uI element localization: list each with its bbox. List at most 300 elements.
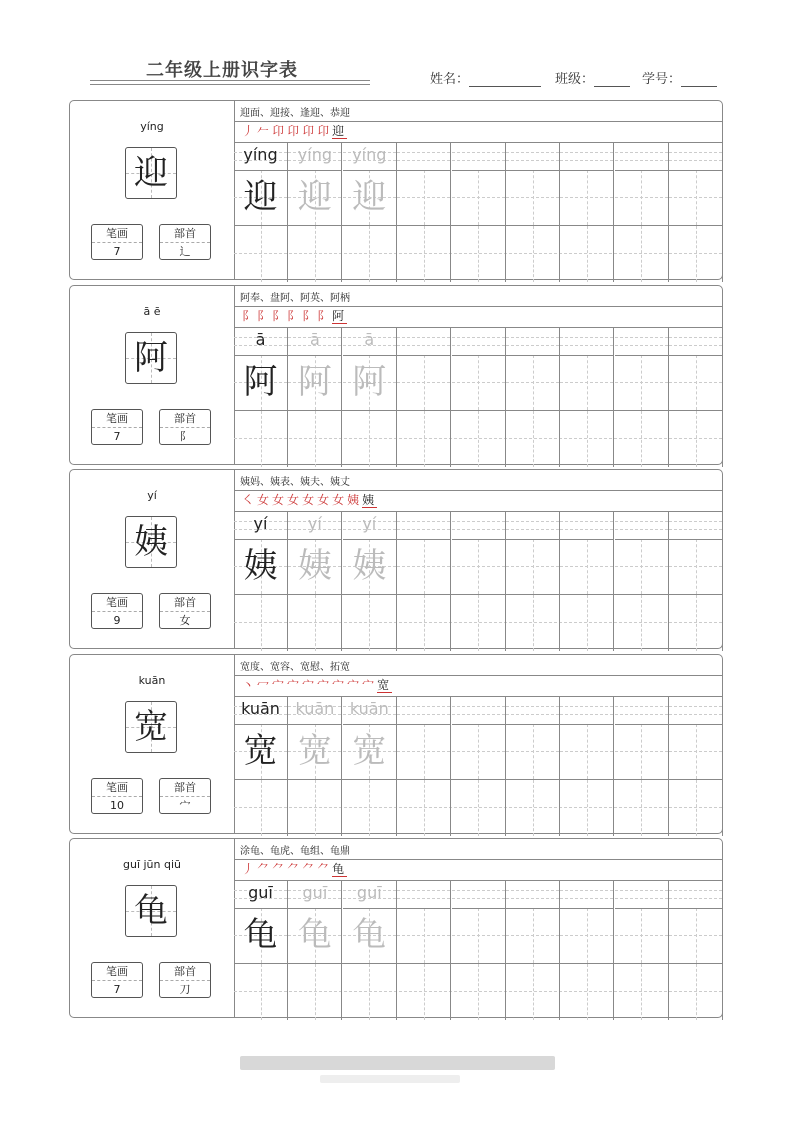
stroke-step: 迎 xyxy=(332,124,348,138)
guide-line xyxy=(533,539,534,594)
character: 迎 xyxy=(134,153,168,193)
guide-line xyxy=(696,780,697,836)
writing-cell[interactable] xyxy=(506,511,560,594)
pinyin-cell-empty[interactable] xyxy=(560,142,613,171)
guide-line xyxy=(424,780,425,836)
guide-line xyxy=(261,780,262,836)
character-card xyxy=(69,469,723,649)
writing-cell[interactable] xyxy=(615,411,669,467)
stroke-order xyxy=(242,860,347,880)
writing-cell[interactable] xyxy=(234,595,288,651)
guide-line xyxy=(587,964,588,1020)
writing-cell[interactable] xyxy=(234,696,288,779)
writing-cell[interactable] xyxy=(397,411,451,467)
pinyin-cell: yíng xyxy=(343,142,396,171)
guide-line xyxy=(587,170,588,225)
stroke-step: 女 xyxy=(257,493,273,507)
writing-cell[interactable] xyxy=(288,411,342,467)
word-examples: 阿奉、盘阿、阿英、阿柄 xyxy=(240,293,350,304)
guide-line xyxy=(641,355,642,410)
guide-line xyxy=(315,411,316,467)
radical-value: 女 xyxy=(179,614,191,627)
writing-cell[interactable] xyxy=(288,142,342,225)
hanzi-cell: 宽 xyxy=(352,731,387,771)
guide-line xyxy=(696,724,697,779)
guide-line xyxy=(696,908,697,963)
radical-value: 阝 xyxy=(179,430,191,443)
stroke-step: ⺈ xyxy=(257,862,273,876)
guide-line xyxy=(641,964,642,1020)
pinyin-cell: guī xyxy=(234,880,287,909)
stroke-step: 阝 xyxy=(302,309,318,323)
stroke-step: 𠂉 xyxy=(257,124,273,138)
writing-cell[interactable] xyxy=(343,780,397,836)
writing-cell[interactable] xyxy=(669,964,723,1020)
writing-cell[interactable] xyxy=(343,511,397,594)
pinyin-cell-empty[interactable] xyxy=(615,327,668,356)
pinyin-cell: yí xyxy=(343,511,396,540)
pinyin-cell-empty[interactable] xyxy=(669,142,722,171)
pinyin-cell-empty[interactable] xyxy=(560,511,613,540)
writing-cell[interactable] xyxy=(615,595,669,651)
pinyin-cell-empty[interactable] xyxy=(560,696,613,725)
guide-line xyxy=(424,964,425,1020)
extra-practice-row xyxy=(234,225,722,282)
character-card xyxy=(69,285,723,465)
pinyin-cell: yíng xyxy=(288,142,341,171)
hanzi-cell: 阿 xyxy=(297,362,332,402)
writing-cell[interactable] xyxy=(343,595,397,651)
writing-cell[interactable] xyxy=(615,780,669,836)
hanzi-cell: 宽 xyxy=(243,731,278,771)
hanzi-cell: 龟 xyxy=(297,915,332,955)
guide-line xyxy=(369,226,370,282)
writing-cell[interactable] xyxy=(669,226,723,282)
stroke-step: ㇛ xyxy=(242,493,258,507)
writing-cell[interactable] xyxy=(560,142,614,225)
practice-grid xyxy=(234,142,722,281)
stroke-step: ⻖ xyxy=(242,309,258,323)
pinyin-cell-empty[interactable] xyxy=(669,327,722,356)
pinyin-cell-empty[interactable] xyxy=(397,327,450,356)
card-info-panel xyxy=(70,286,235,464)
guide-line xyxy=(369,964,370,1020)
writing-cell[interactable] xyxy=(397,696,451,779)
practice-panel xyxy=(234,470,722,648)
page-title: 二年级上册识字表 xyxy=(146,60,298,81)
guide-line xyxy=(424,170,425,225)
guide-line xyxy=(424,595,425,651)
writing-cell[interactable] xyxy=(506,142,560,225)
writing-cell[interactable] xyxy=(669,880,723,963)
pinyin-cell-empty[interactable] xyxy=(452,880,505,909)
name-blank[interactable] xyxy=(469,72,541,87)
number-blank[interactable] xyxy=(681,72,717,87)
guide-line xyxy=(533,724,534,779)
extra-practice-row xyxy=(234,410,722,467)
writing-cell[interactable] xyxy=(452,511,506,594)
writing-cell[interactable] xyxy=(397,226,451,282)
stroke-step: 女 xyxy=(272,493,288,507)
guide-line xyxy=(533,908,534,963)
guide-line xyxy=(424,226,425,282)
pinyin-cell: ā xyxy=(234,327,287,356)
writing-cell[interactable] xyxy=(506,696,560,779)
stroke-step: 姨 xyxy=(347,493,363,507)
writing-cell[interactable] xyxy=(560,696,614,779)
stroke-step: 卬 xyxy=(317,124,333,138)
word-examples: 涂龟、龟虎、龟组、龟鼎 xyxy=(240,846,350,857)
writing-cell[interactable] xyxy=(506,327,560,410)
writing-cell[interactable] xyxy=(669,142,723,225)
stroke-count-value: 7 xyxy=(113,430,121,443)
stroke-step: 阝 xyxy=(272,309,288,323)
class-field[interactable] xyxy=(555,68,630,87)
stroke-count-value: 7 xyxy=(113,245,121,258)
writing-cell[interactable] xyxy=(615,880,669,963)
guide-line xyxy=(424,724,425,779)
guide-line xyxy=(424,908,425,963)
writing-cell[interactable] xyxy=(343,327,397,410)
card-info-panel xyxy=(70,839,235,1017)
writing-cell[interactable] xyxy=(615,696,669,779)
writing-cell[interactable] xyxy=(560,780,614,836)
writing-cell[interactable] xyxy=(452,595,506,651)
guide-line xyxy=(696,539,697,594)
pinyin-cell: kuān xyxy=(343,696,396,725)
guide-line xyxy=(641,908,642,963)
writing-cell[interactable] xyxy=(234,142,288,225)
title-underline-2 xyxy=(90,84,370,85)
pinyin-cell: yí xyxy=(234,511,287,540)
character: 阿 xyxy=(134,338,168,378)
character-card xyxy=(69,100,723,280)
footer-watermark xyxy=(240,1056,555,1070)
stroke-step: 卬 xyxy=(287,124,303,138)
pinyin-cell-empty[interactable] xyxy=(560,880,613,909)
stroke-step: ⺈ xyxy=(302,862,318,876)
writing-cell[interactable] xyxy=(615,327,669,410)
guide-line xyxy=(533,780,534,836)
guide-line xyxy=(478,595,479,651)
radical-box xyxy=(159,962,211,998)
guide-line xyxy=(641,780,642,836)
hanzi-cell: 姨 xyxy=(352,546,387,586)
stroke-count-box xyxy=(91,593,143,629)
writing-cell[interactable] xyxy=(560,595,614,651)
character-box xyxy=(125,332,177,384)
hanzi-cell: 龟 xyxy=(352,915,387,955)
radical-label: 部首 xyxy=(160,594,210,612)
hanzi-cell: 迎 xyxy=(243,177,278,217)
word-examples: 姨妈、姨表、姨夫、姨丈 xyxy=(240,477,350,488)
writing-cell[interactable] xyxy=(560,511,614,594)
character-box xyxy=(125,147,177,199)
writing-cell[interactable] xyxy=(343,696,397,779)
writing-cell[interactable] xyxy=(234,226,288,282)
writing-cell[interactable] xyxy=(506,226,560,282)
pinyin-cell-empty[interactable] xyxy=(506,327,559,356)
stroke-step: 女 xyxy=(317,493,333,507)
radical-value: 辶 xyxy=(179,245,191,258)
guide-line xyxy=(478,780,479,836)
writing-cell[interactable] xyxy=(288,511,342,594)
guide-line xyxy=(533,226,534,282)
hanzi-cell: 迎 xyxy=(352,177,387,217)
guide-line xyxy=(641,595,642,651)
stroke-order xyxy=(242,122,347,142)
writing-cell[interactable] xyxy=(669,327,723,410)
radical-value: 刀 xyxy=(179,983,191,996)
writing-cell[interactable] xyxy=(397,880,451,963)
guide-line xyxy=(424,539,425,594)
pinyin-cell-empty[interactable] xyxy=(506,696,559,725)
writing-cell[interactable] xyxy=(615,226,669,282)
practice-panel xyxy=(234,839,722,1017)
writing-cell[interactable] xyxy=(506,411,560,467)
pinyin-cell-empty[interactable] xyxy=(615,511,668,540)
guide-line xyxy=(261,226,262,282)
writing-cell[interactable] xyxy=(452,327,506,410)
writing-cell[interactable] xyxy=(397,964,451,1020)
pinyin-cell-empty[interactable] xyxy=(452,696,505,725)
pinyin-cell-empty[interactable] xyxy=(615,142,668,171)
guide-line xyxy=(696,964,697,1020)
writing-cell[interactable] xyxy=(397,327,451,410)
writing-cell[interactable] xyxy=(452,880,506,963)
writing-cell[interactable] xyxy=(669,411,723,467)
writing-cell[interactable] xyxy=(452,696,506,779)
guide-line xyxy=(533,170,534,225)
stroke-count-label: 笔画 xyxy=(92,410,142,428)
guide-line xyxy=(315,595,316,651)
writing-cell[interactable] xyxy=(343,142,397,225)
writing-cell[interactable] xyxy=(560,226,614,282)
stroke-count-value: 7 xyxy=(113,983,121,996)
guide-line xyxy=(261,595,262,651)
card-info-panel xyxy=(70,470,235,648)
writing-cell[interactable] xyxy=(615,142,669,225)
pinyin-cell: ā xyxy=(343,327,396,356)
writing-cell[interactable] xyxy=(397,142,451,225)
class-label: 班级： xyxy=(555,72,595,87)
stroke-step: 丿 xyxy=(242,124,258,138)
writing-cell[interactable] xyxy=(452,411,506,467)
pinyin-cell-empty[interactable] xyxy=(452,511,505,540)
guide-line xyxy=(696,411,697,467)
guide-line xyxy=(478,355,479,410)
stroke-count-label: 笔画 xyxy=(92,779,142,797)
guide-line xyxy=(261,964,262,1020)
writing-cell[interactable] xyxy=(288,226,342,282)
hanzi-cell: 阿 xyxy=(352,362,387,402)
pinyin-cell-empty[interactable] xyxy=(615,696,668,725)
writing-cell[interactable] xyxy=(397,595,451,651)
writing-cell[interactable] xyxy=(452,780,506,836)
pinyin-label: yíng xyxy=(140,120,164,133)
stroke-step: 阝 xyxy=(257,309,273,323)
writing-cell[interactable] xyxy=(560,964,614,1020)
pinyin-cell: guī xyxy=(288,880,341,909)
writing-cell[interactable] xyxy=(234,411,288,467)
word-examples: 迎面、迎接、逢迎、恭迎 xyxy=(240,108,350,119)
character-box xyxy=(125,885,177,937)
guide-line xyxy=(315,226,316,282)
pinyin-cell: yíng xyxy=(234,142,287,171)
radical-label: 部首 xyxy=(160,779,210,797)
title-underline xyxy=(90,80,370,81)
stroke-step: 卬 xyxy=(272,124,288,138)
writing-cell[interactable] xyxy=(452,964,506,1020)
pinyin-cell-empty[interactable] xyxy=(669,880,722,909)
writing-cell[interactable] xyxy=(669,595,723,651)
writing-cell[interactable] xyxy=(288,964,342,1020)
writing-cell[interactable] xyxy=(234,511,288,594)
guide-line xyxy=(641,724,642,779)
practice-grid xyxy=(234,696,722,835)
hanzi-cell: 迎 xyxy=(297,177,332,217)
guide-line xyxy=(478,724,479,779)
guide-line xyxy=(533,355,534,410)
pinyin-cell: ā xyxy=(288,327,341,356)
guide-line xyxy=(587,595,588,651)
guide-line xyxy=(587,780,588,836)
guide-line xyxy=(261,411,262,467)
writing-cell[interactable] xyxy=(452,142,506,225)
pinyin-cell-empty[interactable] xyxy=(397,142,450,171)
writing-cell[interactable] xyxy=(506,964,560,1020)
pinyin-label: guī jūn qiū xyxy=(122,858,181,871)
stroke-step: 宀 xyxy=(272,678,288,692)
pinyin-label: yí xyxy=(147,489,157,502)
writing-cell[interactable] xyxy=(560,411,614,467)
writing-cell[interactable] xyxy=(506,595,560,651)
writing-cell[interactable] xyxy=(397,780,451,836)
writing-cell[interactable] xyxy=(343,411,397,467)
word-examples: 宽度、宽容、宽慰、拓宽 xyxy=(240,662,350,673)
extra-practice-row xyxy=(234,779,722,836)
writing-cell[interactable] xyxy=(288,696,342,779)
guide-line xyxy=(478,964,479,1020)
guide-line xyxy=(369,780,370,836)
guide-line xyxy=(424,355,425,410)
hanzi-cell: 姨 xyxy=(297,546,332,586)
practice-grid xyxy=(234,511,722,650)
guide-line xyxy=(369,411,370,467)
writing-cell[interactable] xyxy=(669,780,723,836)
pinyin-cell-empty[interactable] xyxy=(560,327,613,356)
pinyin-cell: guī xyxy=(343,880,396,909)
writing-cell[interactable] xyxy=(343,226,397,282)
stroke-step: 阝 xyxy=(317,309,333,323)
pinyin-cell-empty[interactable] xyxy=(397,880,450,909)
character-box xyxy=(125,701,177,753)
stroke-step: 丿 xyxy=(242,862,258,876)
pinyin-cell-empty[interactable] xyxy=(397,696,450,725)
guide-line xyxy=(533,595,534,651)
guide-line xyxy=(587,411,588,467)
writing-cell[interactable] xyxy=(234,964,288,1020)
stroke-count-box xyxy=(91,409,143,445)
writing-cell[interactable] xyxy=(343,880,397,963)
pinyin-label: kuān xyxy=(138,674,166,687)
writing-cell[interactable] xyxy=(560,327,614,410)
stroke-step: 女 xyxy=(332,493,348,507)
writing-cell[interactable] xyxy=(560,880,614,963)
name-field[interactable] xyxy=(430,68,541,87)
pinyin-cell-empty[interactable] xyxy=(506,142,559,171)
radical-box xyxy=(159,409,211,445)
pinyin-cell-empty[interactable] xyxy=(506,511,559,540)
guide-line xyxy=(696,226,697,282)
character: 宽 xyxy=(134,707,168,747)
pinyin-cell-empty[interactable] xyxy=(452,142,505,171)
writing-cell[interactable] xyxy=(234,780,288,836)
pinyin-cell-empty[interactable] xyxy=(452,327,505,356)
stroke-step: 冖 xyxy=(257,678,273,692)
hanzi-cell: 宽 xyxy=(297,731,332,771)
writing-cell[interactable] xyxy=(343,964,397,1020)
stroke-step: ⺈ xyxy=(287,862,303,876)
radical-box xyxy=(159,224,211,260)
stroke-step: 宀 xyxy=(302,678,318,692)
radical-box xyxy=(159,593,211,629)
character: 龟 xyxy=(134,891,168,931)
writing-cell[interactable] xyxy=(288,595,342,651)
guide-line xyxy=(641,539,642,594)
pinyin-cell-empty[interactable] xyxy=(397,511,450,540)
number-field[interactable] xyxy=(642,68,717,87)
radical-label: 部首 xyxy=(160,410,210,428)
stroke-step: 姨 xyxy=(362,493,378,507)
pinyin-cell: kuān xyxy=(288,696,341,725)
stroke-step: 宀 xyxy=(317,678,333,692)
writing-cell[interactable] xyxy=(288,327,342,410)
writing-cell[interactable] xyxy=(397,511,451,594)
writing-cell[interactable] xyxy=(234,880,288,963)
writing-cell[interactable] xyxy=(452,226,506,282)
pinyin-cell-empty[interactable] xyxy=(506,880,559,909)
writing-cell[interactable] xyxy=(506,780,560,836)
writing-cell[interactable] xyxy=(669,511,723,594)
stroke-count-label: 笔画 xyxy=(92,963,142,981)
guide-line xyxy=(533,411,534,467)
writing-cell[interactable] xyxy=(288,780,342,836)
guide-line xyxy=(478,539,479,594)
footer-watermark-2 xyxy=(320,1075,460,1083)
writing-cell[interactable] xyxy=(234,327,288,410)
writing-cell[interactable] xyxy=(669,696,723,779)
guide-line xyxy=(533,964,534,1020)
writing-cell[interactable] xyxy=(506,880,560,963)
stroke-count-value: 10 xyxy=(110,799,124,812)
practice-panel xyxy=(234,101,722,279)
class-blank[interactable] xyxy=(594,72,630,87)
pinyin-cell-empty[interactable] xyxy=(615,880,668,909)
writing-cell[interactable] xyxy=(288,880,342,963)
pinyin-cell-empty[interactable] xyxy=(669,696,722,725)
radical-label: 部首 xyxy=(160,963,210,981)
character-card xyxy=(69,838,723,1018)
stroke-step: 宀 xyxy=(362,678,378,692)
stroke-count-label: 笔画 xyxy=(92,225,142,243)
guide-line xyxy=(478,170,479,225)
guide-line xyxy=(315,964,316,1020)
pinyin-cell-empty[interactable] xyxy=(669,511,722,540)
writing-cell[interactable] xyxy=(615,964,669,1020)
writing-cell[interactable] xyxy=(615,511,669,594)
guide-line xyxy=(587,908,588,963)
